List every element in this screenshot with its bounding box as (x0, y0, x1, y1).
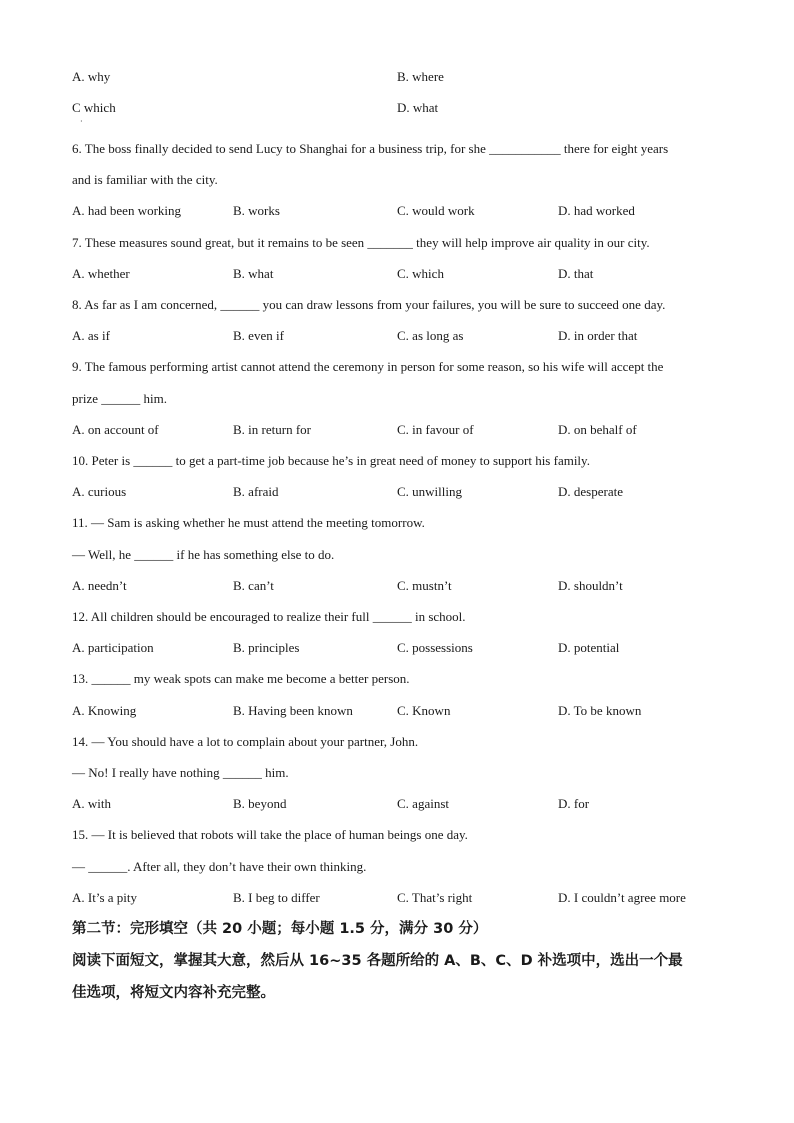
q14-option-d: D. for (558, 796, 590, 811)
q14-option-a: A. with (72, 796, 111, 811)
q10-option-b: B. afraid (233, 484, 279, 499)
q6-stem-line: and is familiar with the city. (72, 172, 218, 187)
q6-option-b: B. works (233, 203, 280, 218)
option: C which (72, 100, 116, 115)
q9-option-d: D. on behalf of (558, 422, 637, 437)
q15-stem-line: 15. — It is believed that robots will take the place of human beings one day. (72, 827, 468, 842)
q8-option-c: C. as long as (397, 328, 464, 343)
q9-option-c: C. in favour of (397, 422, 474, 437)
q9-option-a: A. on account of (72, 422, 159, 437)
q11-option-b: B. can’t (233, 578, 274, 593)
q12-option-b: B. principles (233, 640, 300, 655)
instruction-line-2: 佳选项，将短文内容补充完整。 (72, 985, 275, 1001)
q14-option-b: B. beyond (233, 796, 287, 811)
q13-option-b: B. Having been known (233, 703, 353, 718)
q11-stem-line: — Well, he ______ if he has something else to do. (72, 547, 335, 562)
q14-stem-line: 14. — You should have a lot to complain about your partner, John. (72, 734, 419, 749)
q15-option-c: C. That’s right (397, 890, 473, 905)
q10-stem-line: 10. Peter is ______ to get a part-time job because he’s in great need of money to support his family. (72, 453, 590, 468)
q8-option-b: B. even if (233, 328, 284, 343)
q15-option-d: D. I couldn’t agree more (558, 890, 686, 905)
q7-option-c: C. which (397, 266, 444, 281)
q12-option-d: D. potential (558, 640, 620, 655)
stray-dot: · (80, 117, 83, 126)
q6-option-d: D. had worked (558, 203, 635, 218)
q8-option-d: D. in order that (558, 328, 638, 343)
q13-option-a: A. Knowing (72, 703, 137, 718)
instruction-line-1: 阅读下面短文，掌握其大意，然后从 16~35 各题所给的 A、B、C、D 补选项中，选出一个最 (72, 953, 683, 969)
q11-option-d: D. shouldn’t (558, 578, 623, 593)
q6-option-a: A. had been working (72, 203, 182, 218)
q9-stem-line: prize ______ him. (72, 391, 167, 406)
section-title: 第二节：完形填空（共 20 小题；每小题 1.5 分，满分 30 分） (72, 921, 488, 937)
option: D. what (397, 100, 439, 115)
q14-stem-line: — No! I really have nothing ______ him. (72, 765, 289, 780)
q8-option-a: A. as if (72, 328, 110, 343)
q14-option-c: C. against (397, 796, 449, 811)
q15-stem-line: — ______. After all, they don’t have their own thinking. (72, 859, 367, 874)
q13-option-c: C. Known (397, 703, 451, 718)
q11-option-a: A. needn’t (72, 578, 127, 593)
q11-stem-line: 11. — Sam is asking whether he must attend the meeting tomorrow. (72, 515, 425, 530)
q9-option-b: B. in return for (233, 422, 311, 437)
q10-option-c: C. unwilling (397, 484, 463, 499)
option: A. why (72, 69, 111, 84)
q12-stem-line: 12. All children should be encouraged to realize their full ______ in school. (72, 609, 466, 624)
q8-stem-line: 8. As far as I am concerned, ______ you can draw lessons from your failures, you will be sure to succeed one day. (72, 297, 666, 312)
option: B. where (397, 69, 444, 84)
q6-option-c: C. would work (397, 203, 475, 218)
q9-stem-line: 9. The famous performing artist cannot attend the ceremony in person for some reason, so his wife will accept the (72, 359, 664, 374)
q12-option-c: C. possessions (397, 640, 473, 655)
q10-option-d: D. desperate (558, 484, 623, 499)
q15-option-a: A. It’s a pity (72, 890, 137, 905)
q7-option-d: D. that (558, 266, 594, 281)
q11-option-c: C. mustn’t (397, 578, 452, 593)
q7-option-a: A. whether (72, 266, 130, 281)
q6-stem-line: 6. The boss finally decided to send Lucy to Shanghai for a business trip, for she ___________ there for eight years (72, 141, 669, 156)
q13-option-d: D. To be known (558, 703, 642, 718)
q7-stem-line: 7. These measures sound great, but it remains to be seen _______ they will help improve air quality in our city. (72, 235, 650, 250)
q10-option-a: A. curious (72, 484, 127, 499)
q15-option-b: B. I beg to differ (233, 890, 320, 905)
q13-stem-line: 13. ______ my weak spots can make me become a better person. (72, 671, 410, 686)
q7-option-b: B. what (233, 266, 274, 281)
q12-option-a: A. participation (72, 640, 154, 655)
